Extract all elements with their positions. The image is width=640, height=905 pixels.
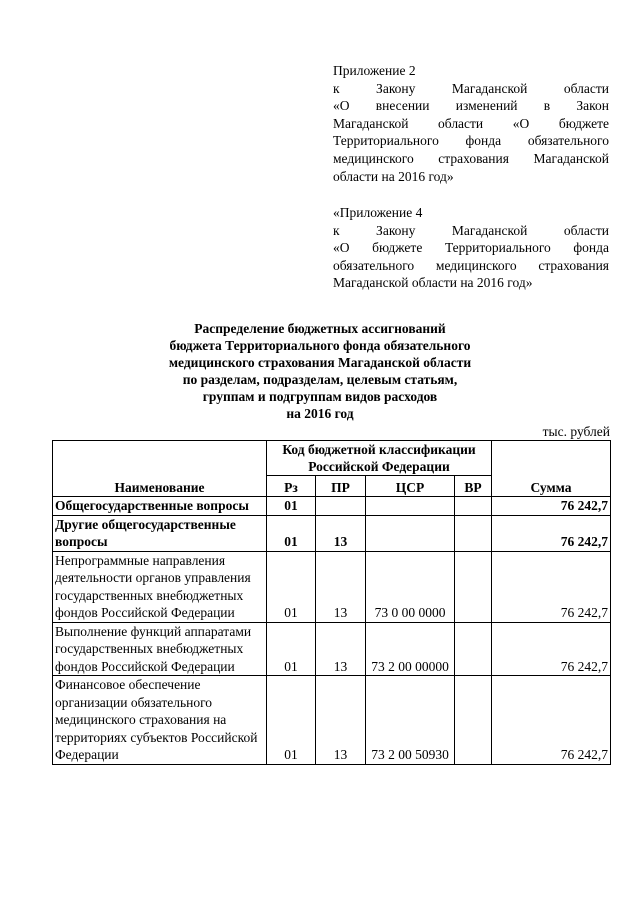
row-rz: 01 [267, 497, 316, 516]
annex-line: обязательного медицинского страхования [333, 257, 609, 273]
annex-line: «О внесении изменений в Закон [333, 98, 609, 114]
table-row [53, 676, 611, 765]
table-row [53, 622, 611, 676]
row-rz: 01 [267, 676, 316, 765]
row-vr [455, 515, 492, 551]
header-code-group: Код бюджетной классификации Российской Федерации [267, 441, 492, 476]
annex-line: к Закону Магаданской области [333, 80, 609, 96]
row-csr [366, 515, 455, 551]
row-sum: 76 242,7 [492, 676, 611, 765]
row-pr [316, 497, 366, 516]
title-line: по разделам, подразделам, целевым статьям, [182, 372, 458, 387]
row-sum: 76 242,7 [492, 622, 611, 676]
row-csr [366, 497, 455, 516]
annex-line: области на 2016 год» [333, 168, 454, 184]
header-csr: ЦСР [366, 476, 455, 497]
annex-line: Магаданской области «О бюджете [333, 115, 609, 131]
header-vr: ВР [455, 476, 492, 497]
title-line: группам и подгруппам видов расходов [202, 389, 438, 404]
row-vr [455, 551, 492, 622]
row-csr: 73 2 00 00000 [366, 622, 455, 676]
row-pr: 13 [316, 515, 366, 551]
annex-line: к Закону Магаданской области [333, 222, 609, 238]
row-vr [455, 622, 492, 676]
title-line: на 2016 год [286, 406, 354, 421]
row-sum: 76 242,7 [492, 497, 611, 516]
table-row [53, 551, 611, 622]
title-line: медицинского страхования Магаданской области [168, 355, 472, 370]
annex-2-reference [333, 62, 609, 185]
annex-line: Территориального фонда обязательного [333, 133, 609, 149]
header-name: Наименование [53, 441, 267, 497]
row-rz: 01 [267, 515, 316, 551]
table-row [53, 515, 611, 551]
row-pr: 13 [316, 676, 366, 765]
row-pr: 13 [316, 551, 366, 622]
annex-line: медицинского страхования Магаданской [333, 150, 609, 166]
title-line: Распределение бюджетных ассигнований [194, 321, 446, 336]
header-rz: Рз [267, 476, 316, 497]
row-pr: 13 [316, 622, 366, 676]
annex-line: «О бюджете Территориального фонда [333, 240, 609, 256]
row-name: Непрограммные направления деятельности органов управления государственных внебюджетных фондов Российской Федерации [53, 551, 267, 622]
row-name: Другие общегосударственные вопросы [53, 515, 267, 551]
row-rz: 01 [267, 551, 316, 622]
header-pr: ПР [316, 476, 366, 497]
budget-table [52, 440, 611, 765]
row-vr [455, 497, 492, 516]
row-vr [455, 676, 492, 765]
document-title [120, 320, 520, 422]
row-sum: 76 242,7 [492, 515, 611, 551]
annex-line: «Приложение 4 [333, 205, 423, 220]
units-label: тыс. рублей [542, 424, 610, 439]
row-rz: 01 [267, 622, 316, 676]
header-sum: Сумма [492, 441, 611, 497]
title-line: бюджета Территориального фонда обязательного [169, 338, 471, 353]
annex-4-reference [333, 204, 609, 292]
row-sum: 76 242,7 [492, 551, 611, 622]
row-csr: 73 2 00 50930 [366, 676, 455, 765]
row-name: Финансовое обеспечение организации обязательного медицинского страхования на территориях субъектов Российской Федерации [53, 676, 267, 765]
row-csr: 73 0 00 0000 [366, 551, 455, 622]
annex-line: Приложение 2 [333, 63, 416, 78]
row-name: Выполнение функций аппаратами государственных внебюджетных фондов Российской Федерации [53, 622, 267, 676]
row-name: Общегосударственные вопросы [53, 497, 267, 516]
table-row [53, 497, 611, 516]
annex-line: Магаданской области на 2016 год» [333, 275, 533, 291]
